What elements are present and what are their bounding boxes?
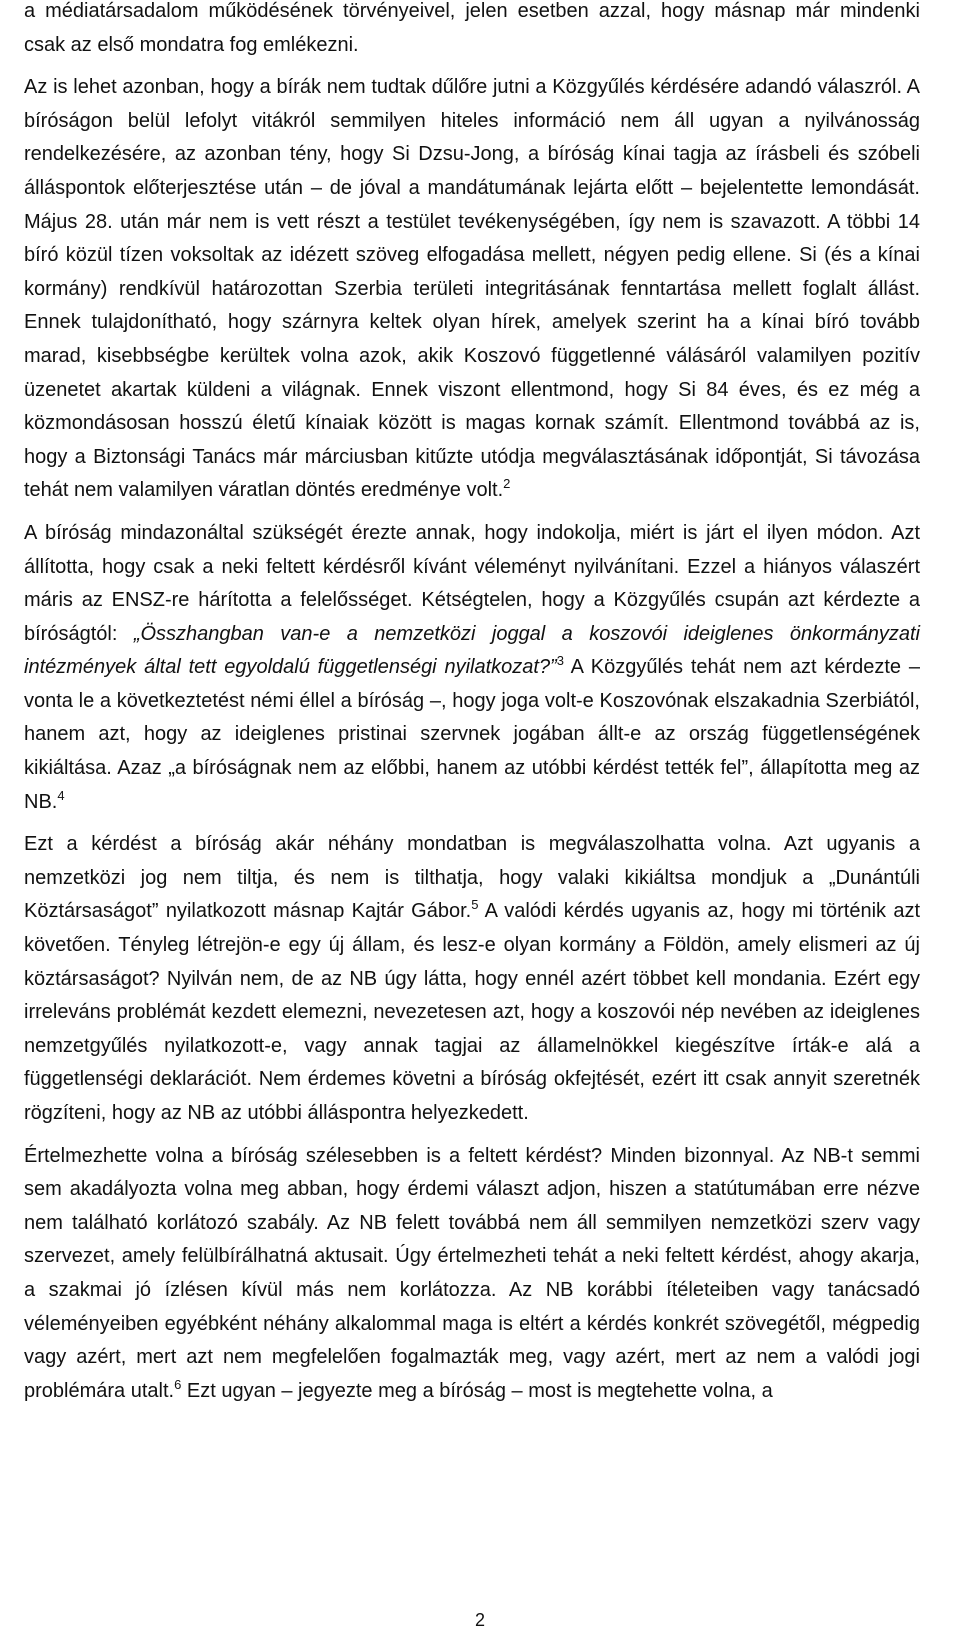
paragraph [24, 828, 920, 1130]
text-run: Értelmezhette volna a bíróság szélesebben is a feltett kérdést? Minden bizonnyal. Az NB-t semmi sem akadályozta volna meg abban, hogy érdemi választ adjon, hiszen a statútumában erre nézve nem található korlátozó szabály. Az NB felett továbbá nem áll semmilyen nemzetközi szerv vagy szervezet, amely felülbírálhatná aktusait. Úgy értelmezheti tehát a neki feltett kérdést, ahogy akarja, a szakmai jó ízlésen kívül más nem korlátozza. Az NB korábbi ítéleteiben vagy tanácsadó véleményeiben egyébként néhány alkalommal maga is eltért a kérdés konkrét szövegétől, mégpedig vagy azért, mert azt nem megfelelően fogalmazták meg, vagy azért, mert az nem a valódi jogi problémára utalt. [24, 1144, 920, 1402]
text-run: A bíróság mindazonáltal szükségét érezte annak, hogy indokolja, miért is járt el ilyen módon. Azt állította, hogy csak a neki feltett kérdésről kívánt véleményt nyilvánítani. Ezzel a hiányos válaszért máris az ENSZ-re hárította a felelősséget. Kétségtelen, hogy a Közgyűlés csupán azt kérdezte a bíróságtól: [24, 521, 920, 645]
body-text [24, 0, 920, 1408]
text-run: A valódi kérdés ugyanis az, hogy mi történik azt követően. Tényleg létrejön-e egy új állam, és lesz-e olyan kormány a Földön, amely elismeri az új köztársaságot? Nyilván nem, de az NB úgy látta, hogy ennél azért többet kell mondania. Ezért egy irreleváns problémát kezdett elemezni, nevezetesen azt, hogy a koszovói nép nevében az ideiglenes nemzetgyűlés nyilatkozott-e, vagy annak tagjai az államelnökkel kiegészítve írták-e alá a függetlenségi deklarációt. Nem érdemes követni a bíróság okfejtését, ezért itt csak annyit szeretnék rögzíteni, hogy az NB az utóbbi álláspontra helyezkedett. [24, 900, 920, 1124]
text-run: Az is lehet azonban, hogy a bírák nem tudtak dűlőre jutni a Közgyűlés kérdésére adandó válaszról. A bíróságon belül lefolyt vitákról semmilyen hiteles információ nem áll ugyan a nyilvánosság rendelkezésére, az azonban tény, hogy Si Dzsu-Jong, a bíróság kínai tagja az írásbeli és szóbeli álláspontok előterjesztése után – de jóval a mandátumának lejárta előtt – bejelentette lemondását. Május 28. után már nem is vett részt a testület tevékenységében, így nem is szavazott. A többi 14 bíró közül tízen voksoltak az idézett szöveg elfogadása mellett, négyen pedig ellene. Si (és a kínai kormány) rendkívül határozottan Szerbia területi integritásának fenntartása mellett foglalt állást. Ennek tulajdonítható, hogy szárnyra keltek olyan hírek, amelyek szerint ha a kínai bíró tovább marad, kisebbségbe kerültek volna azok, akik Koszovó függetlenné válásáról valamilyen pozitív üzenetet akartak küldeni a világnak. Ennek viszont ellentmond, hogy Si 84 éves, és ez még a közmondásosan hosszú életű kínaiak között is magas kornak számít. Ellentmond továbbá az is, hogy a Biztonsági Tanács már márciusban kitűzte utódja megválasztásának időpontját, Si távozása tehát nem valamilyen váratlan döntés eredménye volt. [24, 76, 920, 502]
footnote-reference[interactable]: 6 [174, 1376, 182, 1392]
footnote-reference[interactable]: 4 [57, 787, 65, 803]
paragraph [24, 71, 920, 508]
text-run: a médiatársadalom működésének törvényeivel, jelen esetben azzal, hogy másnap már mindenki csak az első mondatra fog emlékezni. [24, 0, 920, 56]
footnote-reference[interactable]: 2 [503, 476, 511, 492]
paragraph [24, 1140, 920, 1409]
paragraph [24, 0, 920, 62]
footnote-reference[interactable]: 3 [556, 653, 564, 669]
text-run: Ezt a kérdést a bíróság akár néhány mondatban is megválaszolhatta volna. Azt ugyanis a nemzetközi jog nem tiltja, és nem is tilthatja, hogy valaki kikiáltsa mondjuk a „Dunántúli Köztársaságot” nyilatkozott másnap Kajtár Gábor. [24, 833, 920, 923]
text-run: A Közgyűlés tehát nem azt kérdezte – vonta le a következtetést némi éllel a bíróság –, hogy joga volt-e Koszovónak elszakadnia Szerbiától, hanem azt, hogy az ideiglenes pristinai szervnek jogában állt-e az ország függetlenségének kikiáltása. Azaz „a bíróságnak nem az előbbi, hanem az utóbbi kérdést tették fel”, állapította meg az NB. [24, 656, 920, 813]
paragraph [24, 517, 920, 819]
italic-quote: „Összhangban van-e a nemzetközi joggal a koszovói ideiglenes önkormányzati intézmények által tett egyoldalú függetlenségi nyilatkozat?” [24, 622, 920, 679]
text-run: Ezt ugyan – jegyezte meg a bíróság – most is megtehette volna, a [181, 1379, 773, 1402]
footnote-reference[interactable]: 5 [471, 897, 479, 913]
page-number: 2 [474, 1610, 485, 1630]
